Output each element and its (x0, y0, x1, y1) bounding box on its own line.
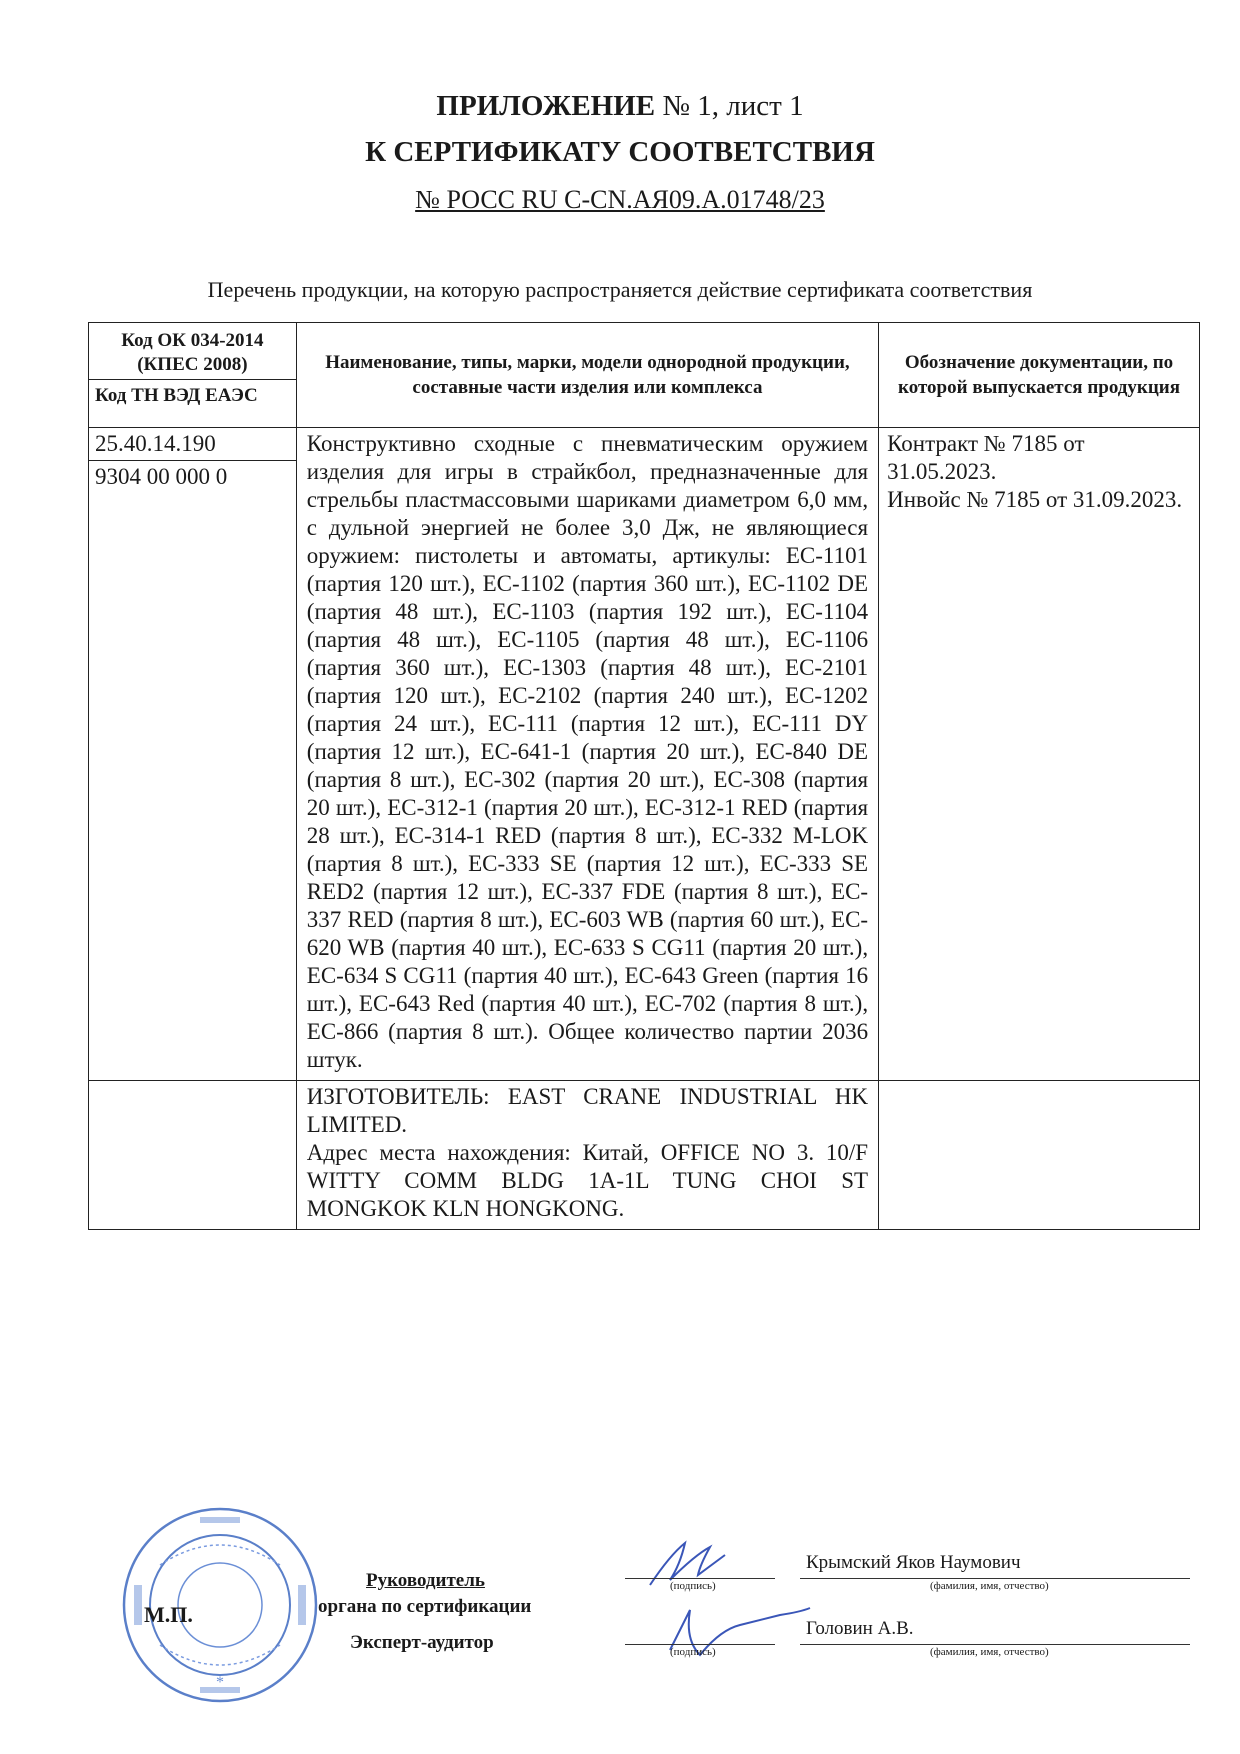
manufacturer-name: ИЗГОТОВИТЕЛЬ: EAST CRANE INDUSTRIAL HK LIMITED. (306, 1084, 869, 1137)
row2-manufacturer (296, 1081, 878, 1230)
row2-docs-empty (879, 1081, 1200, 1230)
header-codes (89, 323, 297, 428)
head-name: Крымский Яков Наумович (806, 1552, 1021, 1573)
row1-code-tn: 9304 00 000 0 (95, 464, 228, 489)
head-name-line (800, 1578, 1190, 1579)
expert-name-line (800, 1644, 1190, 1645)
head-signature-line (625, 1578, 775, 1579)
row1-codes (89, 428, 297, 1081)
expert-name: Головин А.В. (806, 1618, 914, 1639)
header-name: Наименование, типы, марки, модели однородной продукции, составные части изделия или комплекса (296, 323, 878, 428)
products-table (88, 322, 1200, 1230)
certificate-number: № РОСС RU C-CN.АЯ09.А.01748/23 (415, 185, 825, 214)
svg-text:*: * (216, 1674, 224, 1691)
head-sign-caption: (подпись) (670, 1580, 716, 1592)
expert-signature-line (625, 1644, 775, 1645)
row1-invoice: Инвойс № 7185 от 31.09.2023. (887, 487, 1183, 512)
manufacturer-address: Адрес места нахождения: Китай, OFFICE NO 3. 10/F WITTY COMM BLDG 1A-1L TUNG CHOI ST MONGKOK KLN HONGKONG. (306, 1140, 869, 1221)
row1-contract: Контракт № 7185 от 31.05.2023. (887, 431, 1085, 484)
row1-description: Конструктивно сходные с пневматическим оружием изделия для игры в страйкбол, предназначенные для стрельбы пластмассовыми шариками диаметром 6,0 мм, с дульной энергией не более 3,0 Дж, не являющиеся оружием: пистолеты и автоматы, артикулы: EC-1101 (партия 120 шт.), EC-1102 (партия 360 шт.), EC-1102 DE (партия 48 шт.), EC-1103 (партия 192 шт.), EC-1104 (партия 48 шт.), EC-1105 (партия 48 шт.), EC-1106 (партия 360 шт.), EC-1303 (партия 48 шт.), EC-2101 (партия 120 шт.), EC-2102 (партия 240 шт.), EC-1202 (партия 24 шт.), EC-111 (партия 12 шт.), EC-111 DY (партия 12 шт.), EC-641-1 (партия 20 шт.), EC-840 DE (партия 8 шт.), EC-302 (партия 20 шт.), EC-308 (партия 20 шт.), EC-312-1 (партия 20 шт.), EC-312-1 RED (партия 28 шт.), EC-314-1 RED (партия 8 шт.), EC-332 M-LOK (партия 8 шт.), EC-333 SE (партия 12 шт.), EC-333 SE RED2 (партия 12 шт.), EC-337 FDE (партия 8 шт.), EC-337 RED (партия 8 шт.), EC-603 WB (партия 60 шт.), EC-620 WB (партия 40 шт.), EC-633 S CG11 (партия 20 шт.), EC-634 S CG11 (партия 40 шт.), EC-643 Green (партия 16 шт.), EC-643 Red (партия 40 шт.), EC-702 (партия 8 шт.), EC-866 (партия 8 шт.). Общее количество партии 2036 штук. (296, 428, 878, 1081)
row1-code-ok: 25.40.14.190 (89, 428, 296, 461)
row1-docs (879, 428, 1200, 1081)
intro-text: Перечень продукции, на которую распространяется действие сертификата соответствия (207, 277, 1033, 302)
expert-label: Эксперт-аудитор (350, 1632, 494, 1653)
header-code-ok: Код ОК 034-2014 (КПЕС 2008) (89, 323, 296, 380)
stamp-place-label: М.П. (144, 1602, 193, 1627)
head-label-line2: органа по сертификации (318, 1596, 532, 1617)
appendix-title (0, 90, 1240, 123)
appendix-title-number: № 1, лист 1 (662, 90, 804, 122)
head-fio-caption: (фамилия, имя, отчество) (930, 1580, 1049, 1592)
table-header-row (89, 323, 1200, 428)
expert-sign-caption: (подпись) (670, 1646, 716, 1658)
head-label-line1: Руководитель (366, 1570, 485, 1591)
appendix-title-bold: ПРИЛОЖЕНИЕ (436, 90, 656, 122)
table-row (89, 1081, 1200, 1230)
header-code-tn: Код ТН ВЭД ЕАЭС (95, 385, 258, 406)
table-row (89, 428, 1200, 1081)
row2-codes-empty (89, 1081, 297, 1230)
header-docs: Обозначение документации, по которой выпускается продукция (879, 323, 1200, 428)
certificate-heading: К СЕРТИФИКАТУ СООТВЕТСТВИЯ (365, 136, 875, 168)
expert-fio-caption: (фамилия, имя, отчество) (930, 1646, 1049, 1658)
